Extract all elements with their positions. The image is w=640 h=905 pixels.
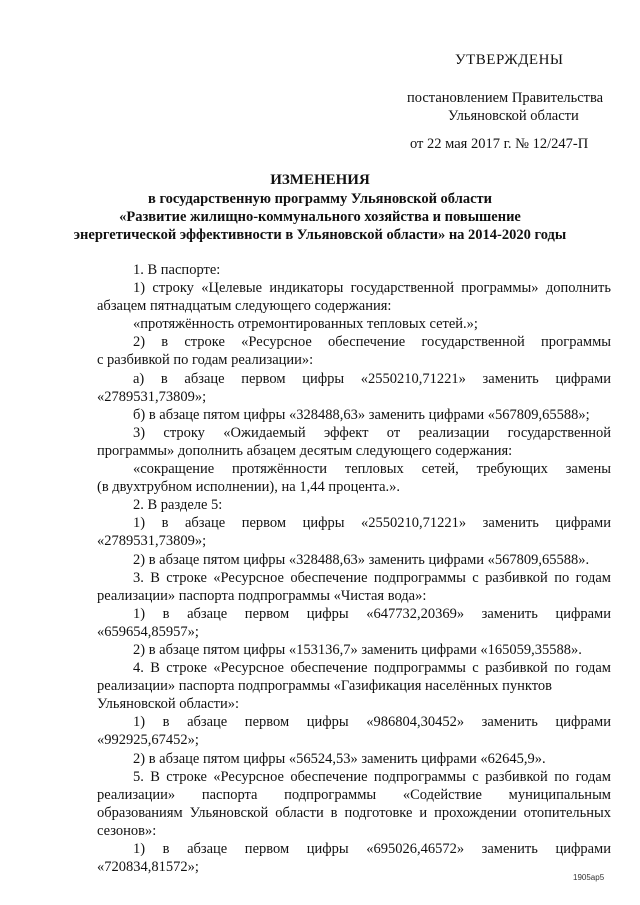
body-line: 4. В строке «Ресурсное обеспечение подпрограммы с разбивкой по годам	[133, 660, 611, 677]
body-line: сезонов»:	[97, 822, 157, 839]
approved-heading: УТВЕРЖДЕНЫ	[455, 52, 564, 68]
body-line: 2) в абзаце пятом цифры «56524,53» заменить цифрами «62645,9».	[133, 750, 546, 767]
body-line: 1) в абзаце первом цифры «695026,46572» заменить цифрами	[133, 841, 611, 857]
body-line: 5. В строке «Ресурсное обеспечение подпрограммы с разбивкой по годам	[133, 768, 611, 785]
body-line: б) в абзаце пятом цифры «328488,63» заменить цифрами «567809,65588»;	[133, 406, 590, 423]
body-line: 1) в абзаце первом цифры «986804,30452» заменить цифрами	[133, 714, 611, 731]
body-line: «протяжённость отремонтированных тепловых сетей.»;	[133, 316, 478, 333]
body-line: абзацем пятнадцатым следующего содержания:	[97, 298, 392, 315]
body-line: (в двухтрубном исполнении), на 1,44 процента.».	[97, 479, 400, 496]
decree-line-1: постановлением Правительства	[407, 90, 604, 106]
document-body	[97, 261, 611, 876]
body-line: 2) в строке «Ресурсное обеспечение государственной программы	[133, 334, 611, 351]
body-line: «2789531,73809»;	[97, 388, 207, 405]
title-line-2: «Развитие жилищно-коммунального хозяйства и повышение	[119, 209, 521, 225]
document-code: 1905ар5	[573, 873, 605, 882]
body-line: реализации» паспорта подпрограммы «Газификация населённых пунктов	[97, 678, 552, 695]
document-title: ИЗМЕНЕНИЯ	[270, 172, 370, 188]
title-line-1: в государственную программу Ульяновской области	[147, 191, 492, 207]
body-line: а) в абзаце первом цифры «2550210,71221» заменить цифрами	[133, 370, 611, 387]
body-line: 3) строку «Ожидаемый эффект от реализации государственной	[133, 424, 611, 441]
body-line: «992925,67452»;	[97, 732, 199, 749]
body-line: «сокращение протяжённости тепловых сетей, требующих замены	[133, 461, 611, 478]
body-line: 2. В разделе 5:	[133, 497, 223, 514]
body-line: образованиям Ульяновской области в подготовке и прохождении отопительных	[97, 804, 611, 821]
body-line: 1) строку «Целевые индикаторы государственной программы» дополнить	[133, 280, 611, 297]
decree-date-number: от 22 мая 2017 г. № 12/247-П	[410, 136, 589, 152]
body-line: реализации» паспорта подпрограммы «Содействие муниципальным	[97, 786, 611, 803]
decree-line-2: Ульяновской области	[448, 108, 579, 124]
body-line: Ульяновской области»:	[97, 696, 240, 713]
body-line: с разбивкой по годам реализации»:	[97, 352, 314, 369]
body-line: реализации» паспорта подпрограммы «Чистая вода»:	[97, 587, 427, 604]
body-line: 1) в абзаце первом цифры «2550210,71221» заменить цифрами	[133, 515, 611, 532]
body-line: программы» дополнить абзацем десятым следующего содержания:	[97, 442, 513, 459]
title-line-3: энергетической эффективности в Ульяновской области» на 2014-2020 годы	[73, 227, 567, 243]
body-line: 1) в абзаце первом цифры «647732,20369» заменить цифрами	[133, 605, 611, 622]
body-line: «659654,85957»;	[97, 623, 199, 640]
body-line: «720834,81572»;	[97, 859, 199, 876]
body-line: 3. В строке «Ресурсное обеспечение подпрограммы с разбивкой по годам	[133, 569, 611, 586]
body-line: 2) в абзаце пятом цифры «153136,7» заменить цифрами «165059,35588».	[133, 641, 582, 658]
body-line: 1. В паспорте:	[133, 262, 221, 278]
body-line: 2) в абзаце пятом цифры «328488,63» заменить цифрами «567809,65588».	[133, 551, 590, 568]
body-line: «2789531,73809»;	[97, 533, 207, 550]
